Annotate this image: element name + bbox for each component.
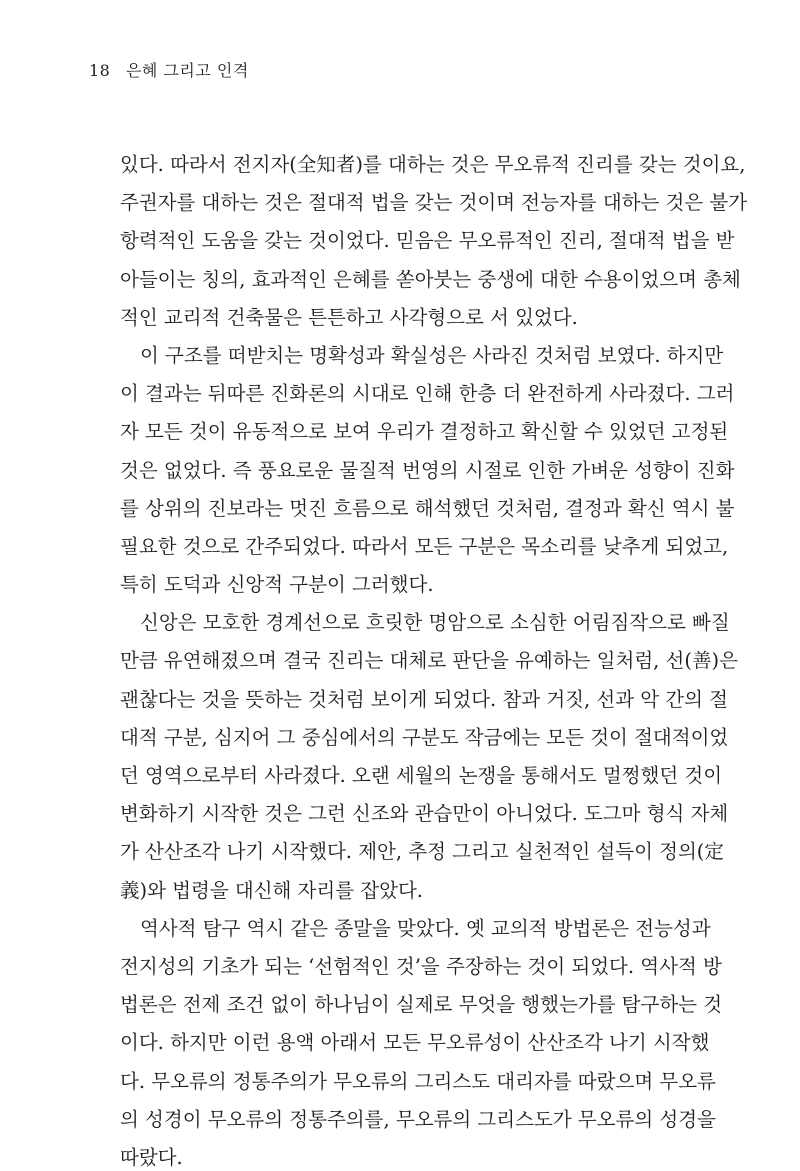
paragraph-3 [120, 604, 738, 910]
text-line: 자 모든 것이 유동적으로 보여 우리가 결정하고 확신할 수 있었던 고정된 [120, 420, 729, 444]
paragraph-1 [120, 146, 748, 337]
text-line: 대적 구분, 심지어 그 중심에서의 구분도 작금에는 모든 것이 절대적이었 [120, 725, 729, 749]
text-line: 아들이는 칭의, 효과적인 은혜를 쏟아붓는 중생에 대한 수용이었으며 총체 [120, 267, 741, 291]
text-line: 義)와 법령을 대신해 자리를 잡았다. [120, 878, 423, 902]
text-line: 신앙은 모호한 경계선으로 흐릿한 명암으로 소심한 어림짐작으로 빠질 [140, 611, 730, 635]
text-line: 만큼 유연해졌으며 결국 진리는 대체로 판단을 유예하는 일처럼, 선(善)은 [120, 649, 738, 673]
running-header [89, 60, 249, 82]
text-line: 가 산산조각 나기 시작했다. 제안, 추정 그리고 실천적인 설득이 정의(定 [120, 840, 724, 864]
text-line: 필요한 것으로 간주되었다. 따라서 모든 구분은 목소리를 낮추게 되었고, [120, 534, 729, 558]
text-line: 이다. 하지만 이런 용액 아래서 모든 무오류성이 산산조각 나기 시작했 [120, 1031, 710, 1055]
text-line: 것은 없었다. 즉 풍요로운 물질적 번영의 시절로 인한 가벼운 성향이 진화 [120, 458, 735, 482]
text-line: 전지성의 기초가 되는 ‘선험적인 것’을 주장하는 것이 되었다. 역사적 방 [120, 954, 722, 978]
page-number: 18 [89, 61, 111, 80]
text-line: 의 성경이 무오류의 정통주의를, 무오류의 그리스도가 무오류의 성경을 [120, 1107, 716, 1131]
text-line: 적인 교리적 건축물은 튼튼하고 사각형으로 서 있었다. [120, 305, 578, 329]
text-line: 괜찮다는 것을 뜻하는 것처럼 보이게 되었다. 참과 거짓, 선과 악 간의 절 [120, 687, 729, 711]
text-line: 따랐다. [120, 1145, 183, 1169]
text-line: 다. 무오류의 정통주의가 무오류의 그리스도 대리자를 따랐으며 무오류 [120, 1069, 716, 1093]
text-line: 던 영역으로부터 사라졌다. 오랜 세월의 논쟁을 통해서도 멀쩡했던 것이 [120, 764, 723, 787]
text-line: 변화하기 시작한 것은 그런 신조와 관습만이 아니었다. 도그마 형식 자체 [120, 802, 729, 826]
text-line: 법론은 전제 조건 없이 하나님이 실제로 무엇을 행했는가를 탐구하는 것 [120, 993, 723, 1017]
paragraph-2 [120, 337, 735, 604]
body-text [120, 146, 748, 1171]
text-line: 역사적 탐구 역시 같은 종말을 맞았다. 옛 교의적 방법론은 전능성과 [140, 916, 711, 940]
running-title: 은혜 그리고 인격 [125, 61, 249, 80]
text-line: 이 결과는 뒤따른 진화론의 시대로 인해 한층 더 완전하게 사라졌다. 그러 [120, 382, 735, 406]
text-line: 항력적인 도움을 갖는 것이었다. 믿음은 무오류적인 진리, 절대적 법을 받 [120, 229, 735, 253]
text-line: 특히 도덕과 신앙적 구분이 그러했다. [120, 573, 434, 597]
text-line: 있다. 따라서 전지자(全知者)를 대하는 것은 무오류적 진리를 갖는 것이요, [120, 153, 746, 176]
paragraph-4 [120, 910, 723, 1171]
text-line: 이 구조를 떠받치는 명확성과 확실성은 사라진 것처럼 보였다. 하지만 [140, 343, 724, 367]
text-line: 주권자를 대하는 것은 절대적 법을 갖는 것이며 전능자를 대하는 것은 불가 [120, 191, 748, 215]
text-line: 를 상위의 진보라는 멋진 흐름으로 해석했던 것처럼, 결정과 확신 역시 불 [120, 496, 735, 520]
